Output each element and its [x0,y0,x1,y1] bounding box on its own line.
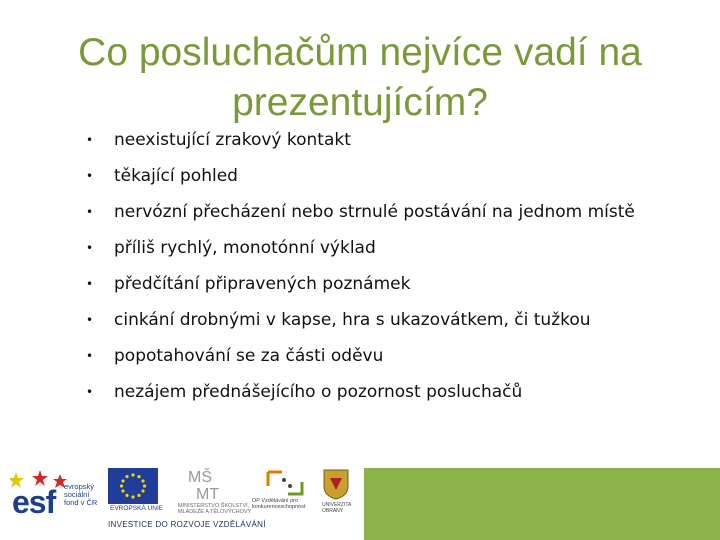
msmt-label: MINISTERSTVO ŠKOLSTVÍ, MLÁDEŽE A TĚLOVÝCHOVY [178,503,252,515]
msmt-logo-icon [186,466,232,502]
list-item [82,376,702,412]
university-crest-icon [322,468,350,500]
list-item-text: těkající pohled [114,166,238,186]
university-label: UNIVERZITA OBRANY [322,502,352,514]
list-item [82,340,702,376]
eu-label: EVROPSKÁ UNIE [110,505,164,512]
list-item [82,160,702,196]
bullet-icon: • [86,385,94,399]
bullet-icon: • [86,313,94,327]
svg-text:MŠ: MŠ [188,469,212,486]
list-item [82,196,702,232]
list-item [82,268,702,304]
bullet-icon: • [86,277,94,291]
bullet-icon: • [86,349,94,363]
list-item [82,232,702,268]
list-item-text: cinkání drobnými v kapse, hra s ukazovátkem, či tužkou [114,310,591,330]
green-decorative-block [364,468,720,540]
svg-text:MT: MT [196,486,220,502]
bullet-list [82,124,702,412]
list-item-text: neexistující zrakový kontakt [114,130,351,150]
op-vk-logo-icon [262,468,308,498]
bullet-icon: • [86,133,94,147]
list-item [82,304,702,340]
bullet-icon: • [86,241,94,255]
list-item [82,124,702,160]
list-item-text: příliš rychlý, monotónní výklad [114,238,376,258]
list-item-text: nezájem přednášejícího o pozornost posluchačů [114,382,523,402]
op-label: OP Vzdělávání pro konkurenceschopnost [252,498,306,510]
esf-logo-text: evropský sociální fond v ČR [64,482,98,507]
footer-slogan: INVESTICE DO ROZVOJE VZDĚLÁVÁNÍ [108,520,266,529]
list-item-text: nervózní přecházení nebo strnulé postávání na jednom místě [114,202,635,222]
slide-title: Co posluchačům nejvíce vadí na prezentujícím? [78,31,642,125]
bullet-icon: • [86,205,94,219]
esf-logo: esf [12,484,56,520]
eu-flag-icon [108,468,158,504]
list-item-text: předčítání připravených poznámek [114,274,411,294]
bullet-icon: • [86,169,94,183]
list-item-text: popotahování se za části oděvu [114,346,384,366]
